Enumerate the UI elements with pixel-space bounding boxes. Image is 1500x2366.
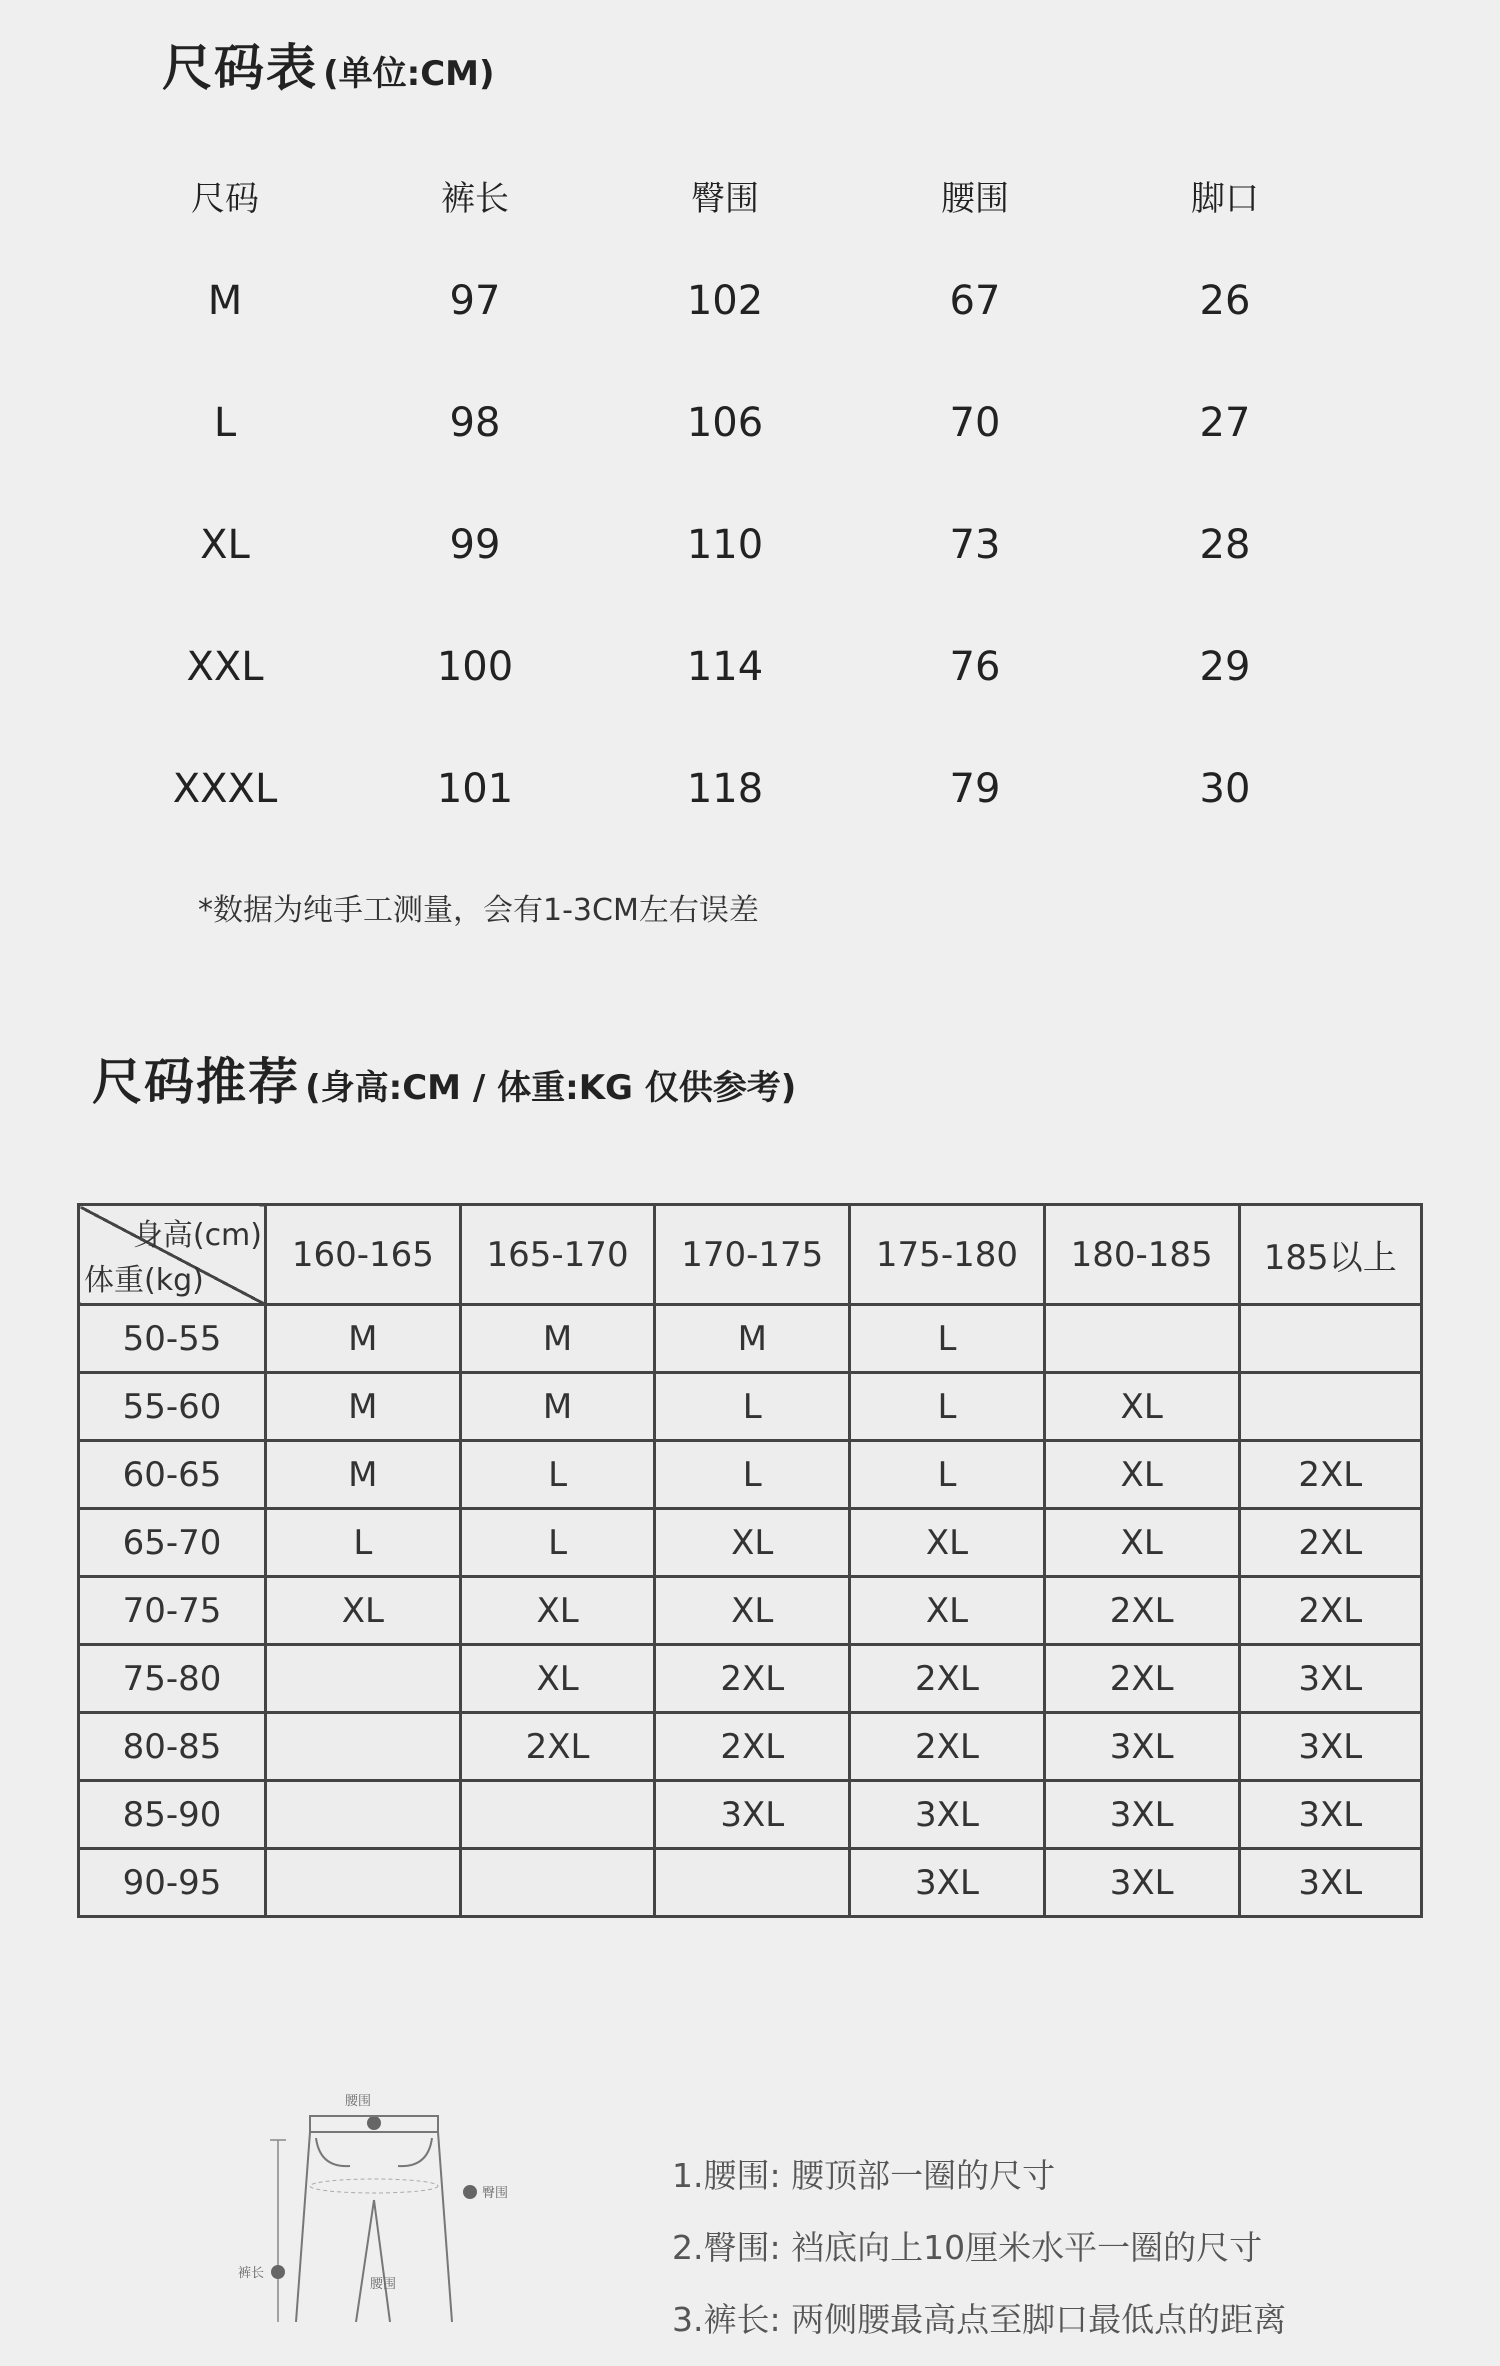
size-chart-cell: 101 — [436, 766, 514, 812]
recommended-size-cell: M — [266, 1373, 461, 1441]
size-chart-cell: 73 — [949, 522, 1001, 568]
height-header-cell: 185以上 — [1239, 1205, 1421, 1305]
recommended-size-cell — [460, 1781, 655, 1849]
recommended-size-cell: XL — [460, 1645, 655, 1713]
recommended-size-cell — [266, 1849, 461, 1917]
size-chart-cell: 26 — [1199, 278, 1251, 324]
height-header-cell: 160-165 — [266, 1205, 461, 1305]
table-row — [100, 606, 1350, 728]
table-row — [79, 1849, 1422, 1917]
table-row — [100, 728, 1350, 850]
recommended-size-cell: 2XL — [1044, 1645, 1239, 1713]
recommended-size-cell: L — [850, 1373, 1045, 1441]
recommended-size-cell: 3XL — [1239, 1645, 1421, 1713]
length-label: 裤长 — [237, 2266, 264, 2281]
table-row — [100, 362, 1350, 484]
size-chart-header-cell: 裤长 — [441, 178, 509, 219]
height-header-cell: 165-170 — [460, 1205, 655, 1305]
size-chart-cell: XXL — [186, 644, 264, 690]
table-corner-cell — [79, 1205, 266, 1305]
recommended-size-cell: 3XL — [850, 1781, 1045, 1849]
size-chart-cell: 27 — [1199, 400, 1251, 446]
pants-measurement-diagram — [200, 2090, 530, 2322]
size-chart-title — [162, 28, 495, 100]
recommended-size-cell: 3XL — [655, 1781, 850, 1849]
recommended-size-cell: M — [655, 1305, 850, 1373]
measurement-note: *数据为纯手工测量，会有1-3CM左右误差 — [198, 893, 759, 928]
recommended-size-cell: 2XL — [655, 1645, 850, 1713]
size-chart-cell: 28 — [1199, 522, 1251, 568]
weight-cell: 60-65 — [79, 1441, 266, 1509]
size-chart-cell: 67 — [949, 278, 1001, 324]
size-chart-cell: 118 — [686, 766, 764, 812]
weight-cell: 55-60 — [79, 1373, 266, 1441]
waist-label: 腰围 — [344, 2094, 372, 2109]
size-chart-cell: 29 — [1199, 644, 1251, 690]
waist-label-2: 腰围 — [370, 2277, 397, 2292]
recommended-size-cell: 2XL — [1239, 1577, 1421, 1645]
size-chart-header-cell: 腰围 — [941, 178, 1009, 219]
size-chart-cell: 98 — [449, 400, 501, 446]
size-chart-header-row — [100, 150, 1350, 240]
size-recommend-table — [77, 1203, 1423, 1918]
recommended-size-cell: M — [460, 1373, 655, 1441]
recommended-size-cell: L — [850, 1305, 1045, 1373]
size-chart-heading: 尺码表 — [162, 39, 318, 97]
legend-item: 3.裤长: 两侧腰最高点至脚口最低点的距离 — [672, 2300, 1287, 2339]
waist-marker-icon — [367, 2116, 381, 2130]
size-chart-table — [100, 150, 1350, 850]
recommended-size-cell: XL — [655, 1577, 850, 1645]
size-chart-cell: 100 — [436, 644, 514, 690]
recommended-size-cell: XL — [266, 1577, 461, 1645]
size-chart-cell: 79 — [949, 766, 1001, 812]
size-chart-cell: 97 — [449, 278, 501, 324]
weight-cell: 80-85 — [79, 1713, 266, 1781]
measurement-legend — [672, 2150, 1286, 2366]
weight-cell: 75-80 — [79, 1645, 266, 1713]
size-chart-cell: 30 — [1199, 766, 1251, 812]
weight-cell: 85-90 — [79, 1781, 266, 1849]
table-row — [79, 1441, 1422, 1509]
recommended-size-cell: M — [266, 1441, 461, 1509]
recommended-size-cell: 3XL — [1239, 1781, 1421, 1849]
table-row — [79, 1373, 1422, 1441]
table-row — [100, 240, 1350, 362]
recommended-size-cell: 3XL — [1044, 1849, 1239, 1917]
recommend-subtitle: (身高:CM / 体重:KG 仅供参考) — [305, 1068, 797, 1108]
size-chart-cell: 110 — [686, 522, 764, 568]
weight-cell: 50-55 — [79, 1305, 266, 1373]
legend-item: 2.臀围: 裆底向上10厘米水平一圈的尺寸 — [672, 2228, 1263, 2267]
table-row — [100, 484, 1350, 606]
recommended-size-cell: 3XL — [1239, 1713, 1421, 1781]
size-chart-cell: M — [207, 278, 243, 324]
recommended-size-cell: XL — [850, 1509, 1045, 1577]
recommend-heading: 尺码推荐 — [92, 1053, 300, 1111]
recommended-size-cell — [655, 1849, 850, 1917]
recommended-size-cell: 2XL — [1044, 1577, 1239, 1645]
recommended-size-cell: L — [850, 1441, 1045, 1509]
size-chart-cell: XXXL — [172, 766, 278, 812]
size-chart-cell: 114 — [686, 644, 764, 690]
recommended-size-cell: 2XL — [850, 1713, 1045, 1781]
table-row — [79, 1713, 1422, 1781]
recommended-size-cell: L — [460, 1441, 655, 1509]
size-chart-cell: 106 — [686, 400, 764, 446]
recommended-size-cell: L — [460, 1509, 655, 1577]
recommended-size-cell — [266, 1713, 461, 1781]
recommended-size-cell: L — [266, 1509, 461, 1577]
hip-label: 臀围 — [482, 2186, 509, 2201]
recommended-size-cell: XL — [1044, 1373, 1239, 1441]
recommended-size-cell: 2XL — [1239, 1441, 1421, 1509]
size-chart-header-cell: 脚口 — [1191, 178, 1259, 219]
recommended-size-cell — [266, 1781, 461, 1849]
weight-cell: 65-70 — [79, 1509, 266, 1577]
recommended-size-cell: 2XL — [460, 1713, 655, 1781]
size-chart-cell: XL — [200, 522, 250, 568]
size-chart-unit: (单位:CM) — [323, 54, 495, 94]
recommend-title — [92, 1042, 796, 1114]
recommended-size-cell: XL — [655, 1509, 850, 1577]
recommended-size-cell: 3XL — [850, 1849, 1045, 1917]
recommended-size-cell: XL — [1044, 1509, 1239, 1577]
length-marker-icon — [271, 2265, 285, 2279]
recommended-size-cell: XL — [460, 1577, 655, 1645]
table-row — [79, 1781, 1422, 1849]
size-chart-cell: L — [213, 400, 237, 446]
size-chart-cell: 99 — [449, 522, 501, 568]
recommended-size-cell: L — [655, 1373, 850, 1441]
recommended-size-cell: 3XL — [1044, 1713, 1239, 1781]
weight-cell: 70-75 — [79, 1577, 266, 1645]
size-chart-cell: 70 — [949, 400, 1001, 446]
recommended-size-cell: M — [460, 1305, 655, 1373]
recommended-size-cell — [266, 1645, 461, 1713]
recommended-size-cell: M — [266, 1305, 461, 1373]
size-chart-cell: 102 — [686, 278, 764, 324]
recommended-size-cell: XL — [1044, 1441, 1239, 1509]
recommended-size-cell: 3XL — [1044, 1781, 1239, 1849]
table-row — [79, 1577, 1422, 1645]
table-row — [79, 1305, 1422, 1373]
recommended-size-cell — [1044, 1305, 1239, 1373]
recommended-size-cell: L — [655, 1441, 850, 1509]
size-chart-cell: 76 — [949, 644, 1001, 690]
legend-item: 1.腰围: 腰顶部一圈的尺寸 — [672, 2156, 1056, 2195]
weight-axis-label: 体重(kg) — [84, 1263, 204, 1298]
hip-marker-icon — [463, 2185, 477, 2199]
recommended-size-cell — [1239, 1373, 1421, 1441]
size-chart-header-cell: 尺码 — [191, 178, 259, 219]
recommended-size-cell: 2XL — [850, 1645, 1045, 1713]
recommended-size-cell: 3XL — [1239, 1849, 1421, 1917]
recommended-size-cell — [1239, 1305, 1421, 1373]
weight-cell: 90-95 — [79, 1849, 266, 1917]
recommended-size-cell — [460, 1849, 655, 1917]
size-chart-header-cell: 臀围 — [691, 178, 759, 219]
height-header-cell: 180-185 — [1044, 1205, 1239, 1305]
height-axis-label: 身高(cm) — [132, 1218, 262, 1253]
table-row — [79, 1645, 1422, 1713]
height-header-cell: 170-175 — [655, 1205, 850, 1305]
table-row — [79, 1509, 1422, 1577]
recommended-size-cell: XL — [850, 1577, 1045, 1645]
recommended-size-cell: 2XL — [655, 1713, 850, 1781]
recommended-size-cell: 2XL — [1239, 1509, 1421, 1577]
height-header-cell: 175-180 — [850, 1205, 1045, 1305]
